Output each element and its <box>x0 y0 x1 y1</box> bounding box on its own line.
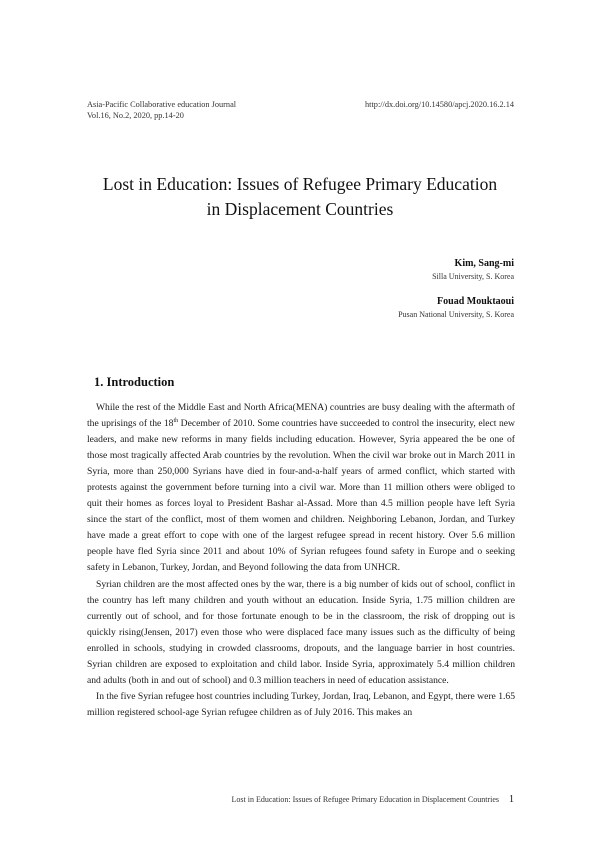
body-text <box>87 400 515 721</box>
author-name: Fouad Mouktaoui <box>437 296 514 307</box>
title-line-2: in Displacement Countries <box>206 199 394 219</box>
title-line-1: Lost in Education: Issues of Refugee Primary Education <box>102 174 498 194</box>
doi-link[interactable]: http://dx.doi.org/10.14580/apcj.2020.16.2.14 <box>365 100 514 109</box>
journal-header <box>87 99 236 121</box>
paper-title <box>40 172 560 222</box>
running-title: Lost in Education: Issues of Refugee Primary Education in Displacement Countries <box>231 795 499 804</box>
author-name: Kim, Sang-mi <box>454 258 514 269</box>
author-affiliation: Pusan National University, S. Korea <box>398 310 514 319</box>
paragraph: In the five Syrian refugee host countries including Turkey, Jordan, Iraq, Lebanon, and Egypt, there were 1.65 million registered school-age Syrian refugee children as of July 2016. This makes an <box>87 690 515 718</box>
author-block <box>398 257 514 333</box>
ordinal-superscript: th <box>173 417 179 424</box>
paragraph: While the rest of the Middle East and North Africa(MENA) countries are busy dealing with the aftermath of the uprisings of the 18th December of 2010. Some countries have succeeded to control the insecurity, elect new leaders, and make new reforms in many fields including education. However, Syria appeared the be one of those most tragically affected Arab countries by the revolution. When the civil war broke out in March 2011 in Syria, more than 250,000 Syrians have died in four-and-a-half years of armed conflict, which started with protests against the government before turning into a civil war. More than 11 million others were obliged to quit their homes as forces loyal to President Bashar al-Assad. More than 4.5 million people have left Syria since the start of the conflict, most of them women and children. Neighboring Lebanon, Jordan, and Turkey have made a great effort to cope with one of the largest refugee spread in recent history. Over 5.6 million people have fled Syria since 2011 and about 10% of Syrian refugees found safety in Europe and o seeking safety in Lebanon, Turkey, Jordan, and Beyond following the data from UNHCR. <box>87 402 515 574</box>
section-heading: 1. Introduction <box>94 375 175 389</box>
journal-volume: Vol.16, No.2, 2020, pp.14-20 <box>87 111 184 120</box>
paragraph: Syrian children are the most affected ones by the war, there is a big number of kids out of school, conflict in the country has left many children and youth without an education. Inside Syria, 1.75 million children are currently out of school, and for those fortunate enough to be in the classroom, the risk of dropping out is quickly rising(Jensen, 2017) even those who were displaced face many issues such as the difficulty of being enrolled in schools, studying in crowded classrooms, dropouts, and the language barrier in host countries. Syrian children are exposed to exploitation and child labor. Inside Syria, approximately 5.4 million children and adults (both in and out of school) and 0.3 million teachers in need of education assistance. <box>87 578 515 686</box>
page-footer <box>232 794 515 806</box>
journal-name: Asia-Pacific Collaborative education Journal <box>87 100 237 109</box>
page-number: 1 <box>509 794 514 805</box>
author-affiliation: Silla University, S. Korea <box>432 272 514 281</box>
